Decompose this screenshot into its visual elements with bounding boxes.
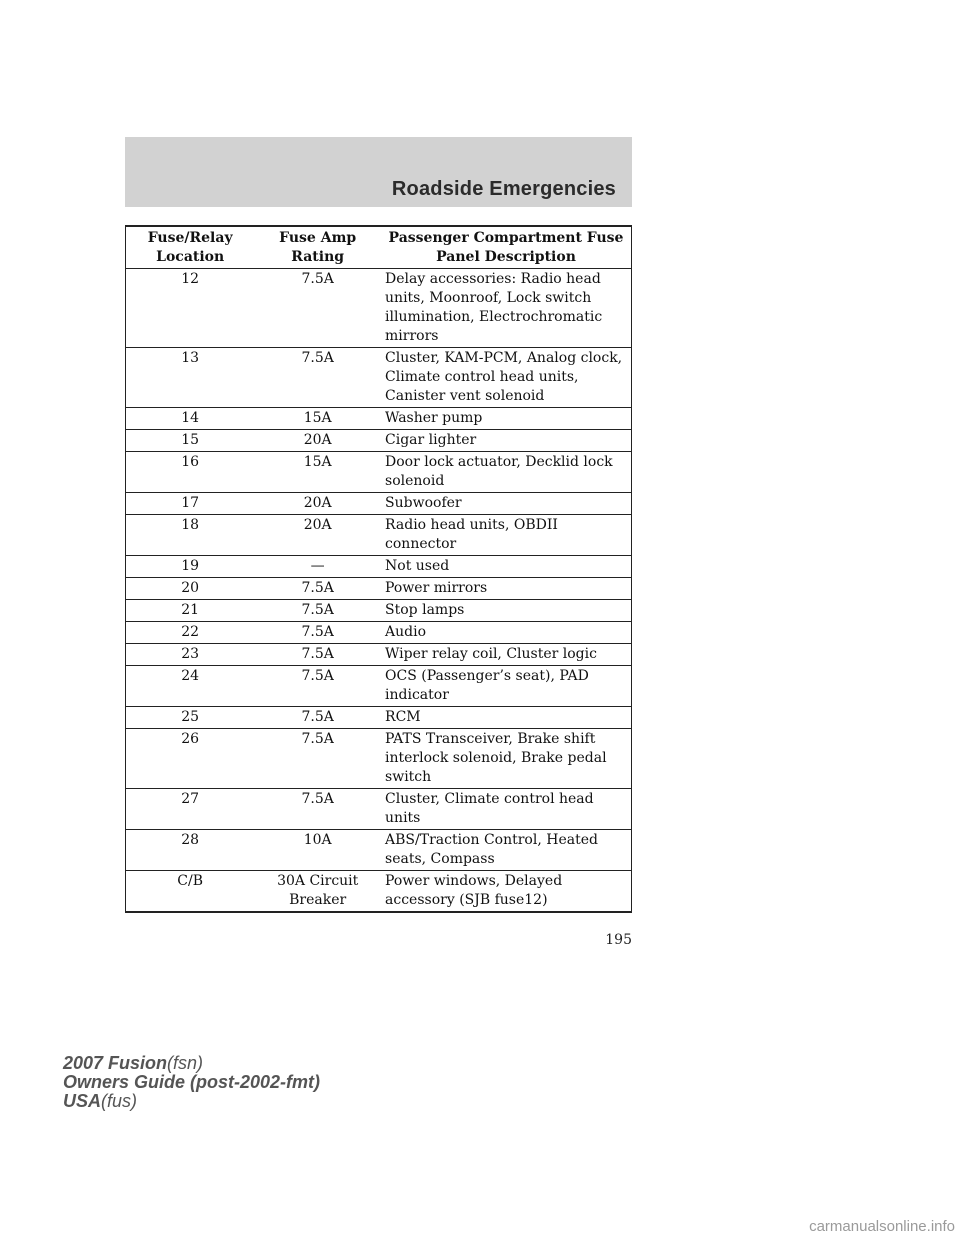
cell-description: Stop lamps bbox=[381, 600, 631, 622]
column-header-description: Passenger Compartment Fuse Panel Description bbox=[381, 226, 631, 269]
cell-location: 15 bbox=[126, 430, 255, 452]
table-row bbox=[126, 452, 632, 493]
footer-market: USA bbox=[63, 1091, 102, 1111]
cell-rating: 15A bbox=[254, 452, 381, 493]
footer-line-market bbox=[63, 1092, 320, 1111]
page-number: 195 bbox=[605, 932, 632, 948]
footer-model-code: (fsn) bbox=[167, 1053, 204, 1073]
footer-market-code: (fus) bbox=[101, 1091, 138, 1111]
cell-location: 18 bbox=[126, 515, 255, 556]
cell-rating: 7.5A bbox=[254, 789, 381, 830]
cell-rating: 7.5A bbox=[254, 269, 381, 348]
cell-description: PATS Transceiver, Brake shift interlock solenoid, Brake pedal switch bbox=[381, 729, 631, 789]
table-row bbox=[126, 789, 632, 830]
table-row bbox=[126, 348, 632, 408]
table-body bbox=[126, 269, 632, 913]
cell-rating: 20A bbox=[254, 493, 381, 515]
cell-description: Audio bbox=[381, 622, 631, 644]
table-row bbox=[126, 430, 632, 452]
cell-rating: 7.5A bbox=[254, 707, 381, 729]
table-row bbox=[126, 622, 632, 644]
cell-description: Wiper relay coil, Cluster logic bbox=[381, 644, 631, 666]
footer-guide: Owners Guide (post-2002-fmt) bbox=[63, 1072, 321, 1092]
cell-location: 13 bbox=[126, 348, 255, 408]
table-row bbox=[126, 269, 632, 348]
cell-description: Power windows, Delayed accessory (SJB fuse12) bbox=[381, 871, 631, 913]
cell-location: 22 bbox=[126, 622, 255, 644]
footer-model: 2007 Fusion bbox=[63, 1053, 168, 1073]
fuse-table bbox=[125, 225, 632, 913]
cell-rating: 20A bbox=[254, 430, 381, 452]
cell-description: ABS/Traction Control, Heated seats, Compass bbox=[381, 830, 631, 871]
cell-rating: 10A bbox=[254, 830, 381, 871]
cell-rating: 7.5A bbox=[254, 729, 381, 789]
cell-description: Door lock actuator, Decklid lock solenoid bbox=[381, 452, 631, 493]
table-row bbox=[126, 871, 632, 913]
cell-rating: — bbox=[254, 556, 381, 578]
cell-location: C/B bbox=[126, 871, 255, 913]
table-row bbox=[126, 578, 632, 600]
cell-rating: 7.5A bbox=[254, 644, 381, 666]
cell-rating: 20A bbox=[254, 515, 381, 556]
cell-description: OCS (Passenger’s seat), PAD indicator bbox=[381, 666, 631, 707]
section-title: Roadside Emergencies bbox=[391, 178, 616, 200]
cell-rating: 7.5A bbox=[254, 666, 381, 707]
cell-description: Delay accessories: Radio head units, Moonroof, Lock switch illumination, Electrochromatic mirrors bbox=[381, 269, 631, 348]
cell-description: Cluster, Climate control head units bbox=[381, 789, 631, 830]
cell-location: 14 bbox=[126, 408, 255, 430]
cell-location: 16 bbox=[126, 452, 255, 493]
cell-location: 23 bbox=[126, 644, 255, 666]
cell-location: 12 bbox=[126, 269, 255, 348]
cell-description: Washer pump bbox=[381, 408, 631, 430]
column-header-rating: Fuse Amp Rating bbox=[254, 226, 381, 269]
cell-rating: 7.5A bbox=[254, 600, 381, 622]
table-row bbox=[126, 707, 632, 729]
cell-description: Not used bbox=[381, 556, 631, 578]
cell-location: 25 bbox=[126, 707, 255, 729]
cell-rating: 7.5A bbox=[254, 348, 381, 408]
cell-rating: 30A Circuit Breaker bbox=[254, 871, 381, 913]
table-row bbox=[126, 515, 632, 556]
table-row bbox=[126, 493, 632, 515]
cell-description: Cigar lighter bbox=[381, 430, 631, 452]
cell-rating: 15A bbox=[254, 408, 381, 430]
footer bbox=[63, 1054, 320, 1111]
cell-description: Power mirrors bbox=[381, 578, 631, 600]
table-header-row bbox=[126, 226, 632, 269]
cell-description: Subwoofer bbox=[381, 493, 631, 515]
cell-location: 26 bbox=[126, 729, 255, 789]
cell-location: 19 bbox=[126, 556, 255, 578]
cell-location: 17 bbox=[126, 493, 255, 515]
cell-description: Radio head units, OBDII connector bbox=[381, 515, 631, 556]
cell-location: 28 bbox=[126, 830, 255, 871]
table-row bbox=[126, 729, 632, 789]
column-header-location: Fuse/Relay Location bbox=[126, 226, 255, 269]
cell-location: 27 bbox=[126, 789, 255, 830]
table-row bbox=[126, 556, 632, 578]
table-row bbox=[126, 600, 632, 622]
table-row bbox=[126, 830, 632, 871]
table-row bbox=[126, 644, 632, 666]
cell-location: 24 bbox=[126, 666, 255, 707]
table-row bbox=[126, 408, 632, 430]
table-row bbox=[126, 666, 632, 707]
cell-description: RCM bbox=[381, 707, 631, 729]
cell-rating: 7.5A bbox=[254, 578, 381, 600]
cell-location: 21 bbox=[126, 600, 255, 622]
footer-line-model bbox=[63, 1054, 320, 1073]
watermark: carmanualsonline.info bbox=[809, 1218, 955, 1235]
cell-location: 20 bbox=[126, 578, 255, 600]
cell-description: Cluster, KAM-PCM, Analog clock, Climate control head units, Canister vent solenoid bbox=[381, 348, 631, 408]
cell-rating: 7.5A bbox=[254, 622, 381, 644]
